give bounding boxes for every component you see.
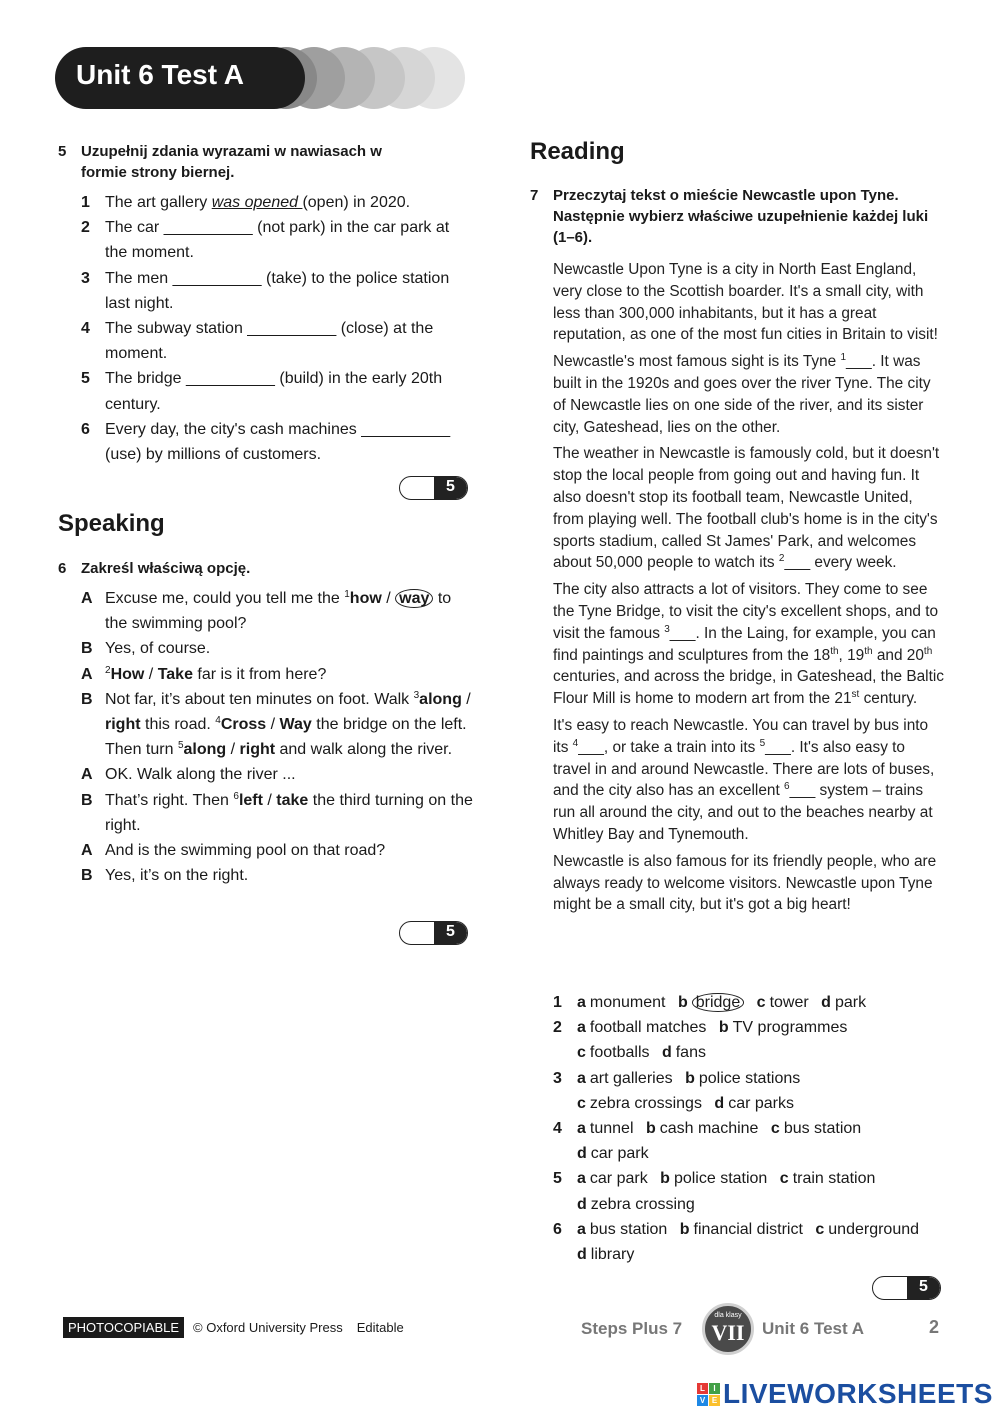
option-b[interactable]: b cash machine: [645, 1120, 759, 1138]
option-d[interactable]: d library: [577, 1246, 635, 1264]
option-take[interactable]: take: [276, 791, 309, 809]
question-number: 1: [553, 994, 562, 1011]
footer-unit: Unit 6 Test A: [762, 1319, 865, 1338]
question-number: 3: [553, 1069, 562, 1087]
gap-number: 1: [840, 352, 847, 364]
watermark-text: LIVEWORKSHEETS: [723, 1378, 993, 1409]
list-item: [81, 366, 471, 416]
question-number: 2: [553, 1019, 562, 1037]
option-right[interactable]: right: [105, 716, 141, 734]
series-name: Steps Plus 7: [581, 1319, 683, 1338]
speaker-label: B: [81, 640, 93, 658]
task-7-instruction: [530, 185, 945, 248]
gap-number: 3: [413, 689, 420, 701]
liveworksheets-watermark: [697, 1378, 993, 1410]
paragraph: Newcastle is also famous for its friendly people, who are always ready to welcome visitors. Newcastle upon Tyne might be a small city, but it's got a big heart!: [553, 852, 937, 914]
speaker-label: A: [81, 842, 93, 860]
task-7-text: Przeczytaj tekst o mieście Newcastle upon Tyne. Następnie wybierz właściwe uzupełnienie każdej luki (1–6).: [553, 187, 929, 246]
option-d[interactable]: d fans: [661, 1044, 706, 1062]
list-item: [81, 417, 471, 467]
item-text: The subway station __________ (close) at the moment.: [105, 320, 434, 363]
task-5-instruction: [58, 141, 418, 183]
dialogue-line: [81, 586, 473, 636]
gap-number: 6: [784, 781, 790, 793]
score-value: 5: [446, 478, 455, 495]
item-text: The art gallery: [105, 194, 212, 211]
option-b[interactable]: b police station: [660, 1170, 768, 1188]
paragraph: Newcastle Upon Tyne is a city in North East England, very close to the Scottish boarder. It's a small city, with less than 300,000 inhabitants, but it has a great reputation, as one of the most fun cities in Britain to visit!: [553, 261, 938, 344]
task-7-score-box: [872, 1276, 941, 1300]
option-c[interactable]: c tower: [756, 994, 809, 1011]
option-b-circled[interactable]: b bridge: [678, 994, 744, 1011]
speaker-label: B: [81, 791, 93, 809]
question-number: 6: [553, 1220, 562, 1238]
page-title: Unit 6 Test A: [76, 59, 245, 90]
separator: /: [144, 665, 158, 683]
option-c[interactable]: c underground: [815, 1220, 920, 1238]
liveworksheets-logo-icon: L I V E: [697, 1383, 720, 1406]
task-6-instruction: [58, 558, 418, 579]
list-item: [81, 190, 471, 215]
line-text: Not far, it’s about ten minutes on foot. Walk: [105, 690, 414, 708]
option-take[interactable]: Take: [157, 665, 193, 683]
list-item: [81, 215, 471, 265]
question-number: 5: [553, 1170, 562, 1188]
gap-number: 2: [105, 664, 111, 676]
option-a[interactable]: a monument: [577, 994, 666, 1011]
option-d[interactable]: d zebra crossing: [577, 1195, 695, 1213]
question-2-options: [553, 1015, 953, 1065]
score-value: 5: [446, 923, 455, 940]
item-text: (open) in 2020.: [302, 194, 411, 211]
option-along[interactable]: along: [183, 741, 227, 759]
item-text: Every day, the city's cash machines __________ (use) by millions of customers.: [105, 420, 451, 464]
speaker-label: B: [81, 690, 93, 708]
line-text: and walk along the river.: [275, 741, 453, 759]
option-a[interactable]: a bus station: [577, 1220, 668, 1238]
question-4-options: [553, 1116, 953, 1166]
line-text: far is it from here?: [192, 665, 327, 683]
dialogue-line: [81, 863, 473, 888]
gap-number: 6: [233, 790, 239, 802]
task-6-text: Zakreśl właściwą opcję.: [81, 560, 251, 577]
option-d[interactable]: d park: [821, 994, 867, 1011]
paragraph: The weather in Newcastle is famously cold, but it doesn't stop the local people from going out and having fun. It also doesn't stop its football team, Newcastle United, from playing well. The football club's home is in the city's sports stadium, called St James' Park, and welcomes about 50,000 people to watch its $^2$___ every week.: [553, 445, 940, 572]
option-c[interactable]: c footballs: [577, 1044, 650, 1062]
option-left[interactable]: left: [238, 791, 263, 809]
option-a[interactable]: a football matches: [577, 1019, 707, 1037]
score-value: 5: [919, 1278, 928, 1295]
option-how[interactable]: how: [349, 590, 382, 607]
option-b[interactable]: b police stations: [685, 1069, 801, 1087]
item-number: 4: [81, 320, 90, 338]
gap-number: 3: [664, 623, 670, 635]
item-number: 2: [81, 219, 90, 237]
line-text: to the swimming pool?: [105, 590, 452, 633]
option-c[interactable]: c train station: [779, 1170, 876, 1188]
speaker-label: A: [81, 665, 93, 683]
badge-small-text: dla klasy: [714, 1312, 742, 1319]
gap-number: 1: [344, 589, 350, 600]
line-text: That’s right. Then: [105, 791, 234, 809]
line-text: OK. Walk along the river ...: [105, 766, 296, 784]
question-5-options: [553, 1166, 953, 1216]
separator: /: [266, 716, 280, 734]
reading-heading: Reading: [530, 138, 625, 165]
task-5-score-box: [399, 476, 468, 500]
footer-left: [63, 1317, 404, 1338]
footer-right: [581, 1303, 941, 1353]
item-text: The men __________ (take) to the police station last night.: [105, 269, 450, 312]
question-6-options: [553, 1217, 953, 1267]
editable-label: Editable: [356, 1320, 404, 1335]
task-5-list: [81, 190, 471, 467]
speaker-label: B: [81, 867, 93, 885]
header-banner: [55, 47, 465, 109]
line-text: Yes, it’s on the right.: [105, 867, 249, 885]
reading-text: [553, 259, 945, 921]
item-number: 5: [81, 370, 90, 388]
gap-number: 2: [778, 553, 785, 565]
gap-number: 4: [215, 715, 221, 727]
list-item: [81, 266, 471, 316]
dialogue-line: [81, 762, 473, 787]
option-c[interactable]: c bus station: [770, 1120, 862, 1138]
option-d[interactable]: d car park: [577, 1145, 649, 1163]
gap-number: 5: [177, 740, 184, 752]
line-text: Yes, of course.: [105, 640, 211, 658]
answer-options: [553, 990, 953, 1267]
dialogue-line: [81, 636, 473, 661]
speaking-heading: Speaking: [58, 510, 165, 537]
paragraph: It's easy to reach Newcastle. You can travel by bus into its $^4$___, or take a train into its $^5$___. It's also easy to travel in and around Newcastle. There are lots of buses, and the city also has an excellent $^6$___ system – trains run all around the city, and out to the beaches nearby at Whitley Bay and Tynemouth.: [553, 716, 935, 843]
speaker-label: A: [81, 766, 93, 784]
option-right[interactable]: right: [239, 741, 276, 759]
item-text: The bridge __________ (build) in the early 20th century.: [105, 370, 443, 413]
line-text: Excuse me, could you tell me the: [105, 590, 345, 607]
gap-number: 4: [572, 737, 579, 749]
answer-field[interactable]: was opened: [211, 194, 303, 211]
paragraph: Newcastle's most famous sight is its Tyne $^1$___. It was built in the 1920s and goes over the river Tyne. The city of Newcastle lies on one side of the river, and its sister city, Gateshead, lies on the other.: [553, 352, 931, 436]
question-1-options: [553, 990, 953, 1015]
question-3-options: [553, 1066, 953, 1116]
option-how[interactable]: How: [110, 665, 145, 683]
separator: /: [262, 791, 277, 809]
item-number: 6: [81, 420, 90, 438]
dialogue: [81, 586, 473, 888]
option-a[interactable]: a art galleries: [577, 1069, 673, 1087]
copyright: © Oxford University Press: [193, 1320, 343, 1335]
gap-number: 5: [759, 737, 766, 749]
option-along[interactable]: along: [419, 690, 462, 708]
dialogue-line: [81, 662, 473, 687]
line-text: And is the swimming pool on that road?: [105, 842, 386, 860]
option-b[interactable]: b financial district: [679, 1220, 803, 1238]
badge-grade: VII: [711, 1320, 745, 1345]
separator: /: [381, 590, 396, 607]
paragraph: The city also attracts a lot of visitors. They come to see the Tyne Bridge, to visit the city's excellent shops, and to visit the famous $^3$___. In the Laing, for example, you can find paintings and sculptures from the 18th, 19th and 20th centuries, and across the bridge, in Gateshead, the Baltic Flour Mill is home to modern art from the 21st century.: [553, 581, 944, 708]
option-a[interactable]: a tunnel: [577, 1120, 634, 1138]
photocopiable-label: PHOTOCOPIABLE: [63, 1317, 184, 1338]
line-text: this road.: [140, 716, 216, 734]
option-a[interactable]: a car park: [577, 1170, 648, 1188]
list-item: [81, 316, 471, 366]
task-6-number: 6: [58, 560, 67, 577]
item-text: The car __________ (not park) in the car park at the moment.: [105, 219, 450, 262]
dialogue-line: [81, 687, 473, 763]
task-6-score-box: [399, 921, 468, 945]
separator: /: [226, 741, 240, 759]
dialogue-line: [81, 838, 473, 863]
page-number: 2: [929, 1317, 940, 1337]
line-text: the third turning on the right.: [105, 791, 473, 834]
question-number: 4: [553, 1120, 562, 1138]
task-5-number: 5: [58, 143, 67, 160]
option-c[interactable]: c zebra crossings: [577, 1094, 702, 1112]
option-d[interactable]: d car parks: [714, 1094, 794, 1112]
option-way-circled[interactable]: way: [395, 589, 433, 608]
option-way[interactable]: Way: [279, 716, 312, 734]
line-text: the bridge on the left. Then turn: [105, 716, 467, 759]
speaker-label: A: [81, 590, 93, 607]
item-number: 3: [81, 269, 90, 287]
item-number: 1: [81, 194, 90, 211]
separator: /: [461, 690, 471, 708]
dialogue-line: [81, 788, 473, 838]
grade-badge-icon: [702, 1303, 754, 1355]
task-7-number: 7: [530, 187, 539, 204]
option-b[interactable]: b TV programmes: [718, 1019, 848, 1037]
task-5-text: Uzupełnij zdania wyrazami w nawiasach w formie strony biernej.: [81, 143, 382, 181]
option-cross[interactable]: Cross: [220, 716, 267, 734]
